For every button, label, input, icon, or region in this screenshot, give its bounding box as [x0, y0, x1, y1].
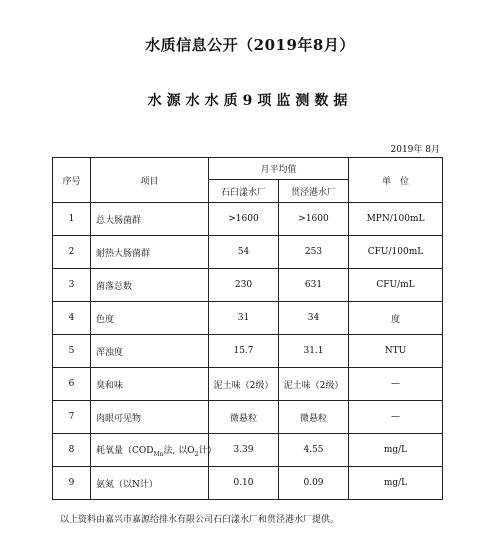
- row-index: 1: [53, 203, 91, 236]
- row-unit: CFU/mL: [349, 269, 443, 302]
- row-plant-2-value: 微悬粒: [279, 401, 349, 434]
- row-item: 菌落总数: [91, 269, 209, 302]
- row-item: 耐热大肠菌群: [91, 236, 209, 269]
- row-plant-2-value: 34: [279, 302, 349, 335]
- row-plant-2-value: 4.55: [279, 434, 349, 467]
- header-index: 序号: [53, 158, 91, 203]
- row-index: 2: [53, 236, 91, 269]
- page-title: 水质信息公开（2019年8月）: [145, 36, 355, 54]
- row-index: 8: [53, 434, 91, 467]
- row-plant-1-value: 0.10: [209, 467, 279, 500]
- row-plant-2-value: 31.1: [279, 335, 349, 368]
- row-unit: —: [349, 401, 443, 434]
- row-unit: —: [349, 368, 443, 401]
- row-plant-2-value: >1600: [279, 203, 349, 236]
- row-plant-2-value: 631: [279, 269, 349, 302]
- header-item: 项目: [91, 158, 209, 203]
- row-item-text: 耗氧量（COD: [96, 445, 154, 456]
- table-row: [53, 434, 443, 467]
- table-row: [53, 401, 443, 434]
- row-plant-1-value: 15.7: [209, 335, 279, 368]
- row-item: 肉眼可见物: [91, 401, 209, 434]
- row-index: 5: [53, 335, 91, 368]
- row-unit: NTU: [349, 335, 443, 368]
- row-index: 9: [53, 467, 91, 500]
- row-unit: CFU/100mL: [349, 236, 443, 269]
- table-row: [53, 236, 443, 269]
- row-item: 色度: [91, 302, 209, 335]
- row-plant-1-value: 3.39: [209, 434, 279, 467]
- row-plant-2-value: 253: [279, 236, 349, 269]
- header-plant-guanjinggang: 贯泾港水厂: [279, 180, 349, 203]
- row-plant-1-value: 泥土味（2级）: [209, 368, 279, 401]
- row-item: [91, 434, 217, 467]
- row-index: 7: [53, 401, 91, 434]
- row-plant-1-value: 微悬粒: [209, 401, 279, 434]
- row-unit: mg/L: [349, 434, 443, 467]
- table-header-row: [53, 158, 443, 180]
- row-item-subscript: Mn: [153, 450, 164, 458]
- row-item: 总大肠菌群: [91, 203, 209, 236]
- row-index: 6: [53, 368, 91, 401]
- row-plant-1-value: 54: [209, 236, 279, 269]
- row-plant-1-value: >1600: [209, 203, 279, 236]
- row-item: 臭和味: [91, 368, 209, 401]
- row-index: 4: [53, 302, 91, 335]
- row-item: 浑浊度: [91, 335, 209, 368]
- table-title: 水源水水质9项监测数据: [147, 93, 353, 109]
- report-date: 2019年 8月: [390, 145, 440, 155]
- row-item-text-suffix-2: 计）: [198, 445, 217, 456]
- row-item-text-suffix: 法, 以O: [163, 445, 195, 456]
- source-note: 以上资料由嘉兴市嘉源给排水有限公司石臼漾水厂和贯泾港水厂提供。: [60, 515, 340, 525]
- row-unit: MPN/100mL: [349, 203, 443, 236]
- row-unit: 度: [349, 302, 443, 335]
- row-plant-2-value: 0.09: [279, 467, 349, 500]
- row-plant-1-value: 31: [209, 302, 279, 335]
- table-row: [53, 269, 443, 302]
- table-row: [53, 335, 443, 368]
- row-item-subscript-2: 2: [194, 450, 199, 458]
- header-monthly-average: 月平均值: [209, 158, 349, 180]
- table-row: [53, 203, 443, 236]
- row-index: 3: [53, 269, 91, 302]
- row-plant-1-value: 230: [209, 269, 279, 302]
- row-plant-2-value: 泥土味（2级）: [279, 368, 349, 401]
- table-row: [53, 368, 443, 401]
- row-item: 氨氮（以N计）: [91, 467, 209, 500]
- header-plant-shijiuyang: 石臼漾水厂: [209, 180, 279, 203]
- header-unit: 单 位: [349, 158, 443, 203]
- table-row: [53, 467, 443, 500]
- water-quality-table: [52, 157, 443, 500]
- row-unit: mg/L: [349, 467, 443, 500]
- table-row: [53, 302, 443, 335]
